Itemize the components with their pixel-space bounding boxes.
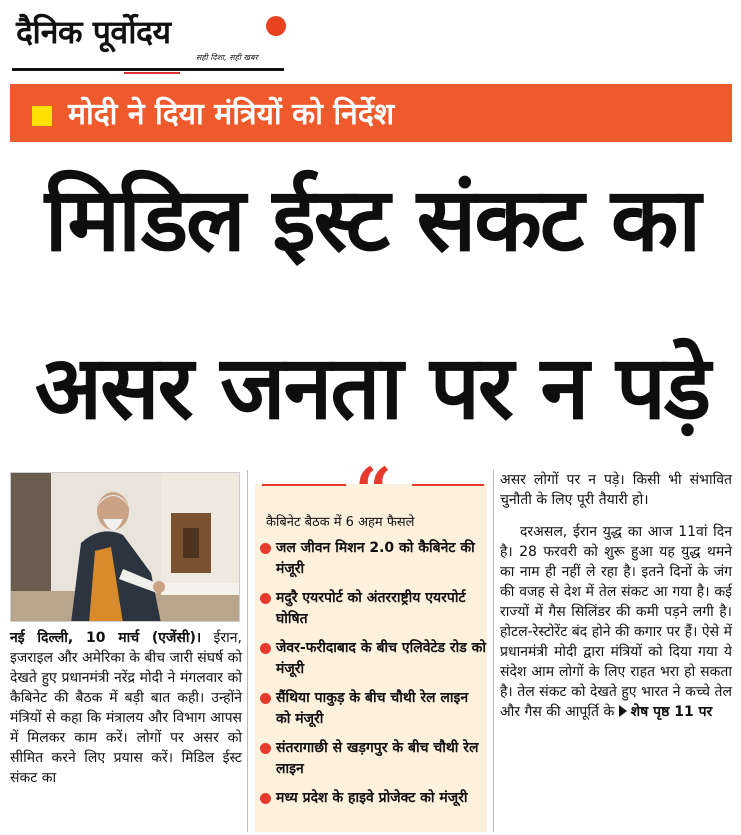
red-dot-icon — [260, 543, 271, 554]
masthead-red-line — [124, 72, 180, 74]
list-item — [260, 638, 486, 680]
list-item — [260, 688, 486, 730]
decision-text: जल जीवन मिशन 2.0 को कैबिनेट की मंजूरी — [276, 540, 475, 577]
left-column-body: ईरान, इजराइल और अमेरिका के बीच जारी संघर्ष को देखते हुए प्रधानमंत्री नरेंद्र मोदी ने मंगलवार को कैबिनेट की बैठक में बड़ी बात कही। उन्होंने मंत्रियों से कहा कि मंत्रालय और विभाग आपस में मिलकर काम करें। लोगों पर असर को सीमित करने लिए प्रयास करें। मिडिल ईस्ट संकट का — [10, 630, 242, 786]
column-divider-right — [493, 470, 494, 832]
masthead-title: दैनिक पूर्वोदय — [16, 13, 171, 51]
continued-text: शेष पृष्ठ 11 पर — [630, 704, 713, 720]
headline-line-1: मिडिल ईस्ट संकट का — [44, 168, 700, 271]
decision-text: सैंथिया पाकुड़ के बीच चौथी रेल लाइन को मंजूरी — [276, 690, 469, 727]
kicker-bar — [10, 84, 732, 142]
right-para-2-wrap — [500, 522, 732, 722]
kicker-text: मोदी ने दिया मंत्रियों को निर्देश — [68, 97, 395, 132]
list-item — [260, 788, 486, 809]
decision-text: मध्य प्रदेश के हाइवे प्रोजेक्ट को मंजूरी — [276, 790, 468, 806]
quote-rule-right — [412, 484, 484, 486]
decision-text: मदुरै एयरपोर्ट को अंतरराष्ट्रीय एयरपोर्ट घोषित — [276, 590, 466, 627]
decision-text: संतरागाछी से खड़गपुर के बीच चौथी रेल लाइन — [276, 740, 479, 777]
masthead — [12, 6, 284, 72]
masthead-rule — [12, 68, 284, 71]
column-divider-left — [247, 470, 248, 832]
headline-line-2: असर जनता पर न पड़े — [34, 336, 710, 439]
red-dot-icon — [260, 693, 271, 704]
kicker-square-icon — [32, 106, 52, 126]
red-dot-icon — [260, 793, 271, 804]
decisions-heading: कैबिनेट बैठक में 6 अहम फैसले — [266, 515, 415, 530]
right-para-1: असर लोगों पर न पड़े। किसी भी संभावित चुनौती के लिए पूरी तैयारी हो। — [500, 472, 732, 508]
red-dot-icon — [260, 593, 271, 604]
right-para-2: दरअसल, ईरान युद्ध का आज 11वां दिन है। 28 फरवरी को शुरू हुआ यह युद्ध थमने का नाम ही नहीं ले रहा है। इतने दिनों के जंग की वजह से देश में तेल संकट आ गया है। कई राज्यों में गैस सिलिंडर की कमी पड़ने लगी है। होटल-रेस्टोरेंट बंद होने की कगार पर हैं। ऐसे में प्रधानमंत्री मोदी द्वारा मंत्रियों को दिया गया ये संदेश आम लोगों के लिए राहत भरा हो सकता है। तेल संकट को देखते हुए भारत ने कच्चे तेल और गैस की आपूर्ति के — [500, 524, 732, 720]
continued-note — [619, 704, 713, 720]
photo-drawing — [11, 473, 240, 622]
decision-text: जेवर-फरीदाबाद के बीच एलिवेटेड रोड को मंजूरी — [276, 640, 487, 677]
quote-rule-left — [262, 484, 346, 486]
news-photo — [10, 472, 240, 622]
dateline: नई दिल्ली, 10 मार्च (एजेंसी)। — [10, 630, 202, 646]
masthead-dot-icon — [266, 16, 286, 36]
quote-mark-icon: “ — [355, 454, 392, 529]
red-dot-icon — [260, 643, 271, 654]
right-column-text — [500, 470, 732, 734]
decisions-list — [260, 538, 486, 817]
masthead-tagline: सही दिशा, सही खबर — [196, 53, 258, 62]
list-item — [260, 738, 486, 780]
list-item — [260, 588, 486, 630]
list-item — [260, 538, 486, 580]
red-dot-icon — [260, 743, 271, 754]
left-column-text — [10, 628, 242, 788]
triangle-right-icon — [619, 705, 627, 717]
